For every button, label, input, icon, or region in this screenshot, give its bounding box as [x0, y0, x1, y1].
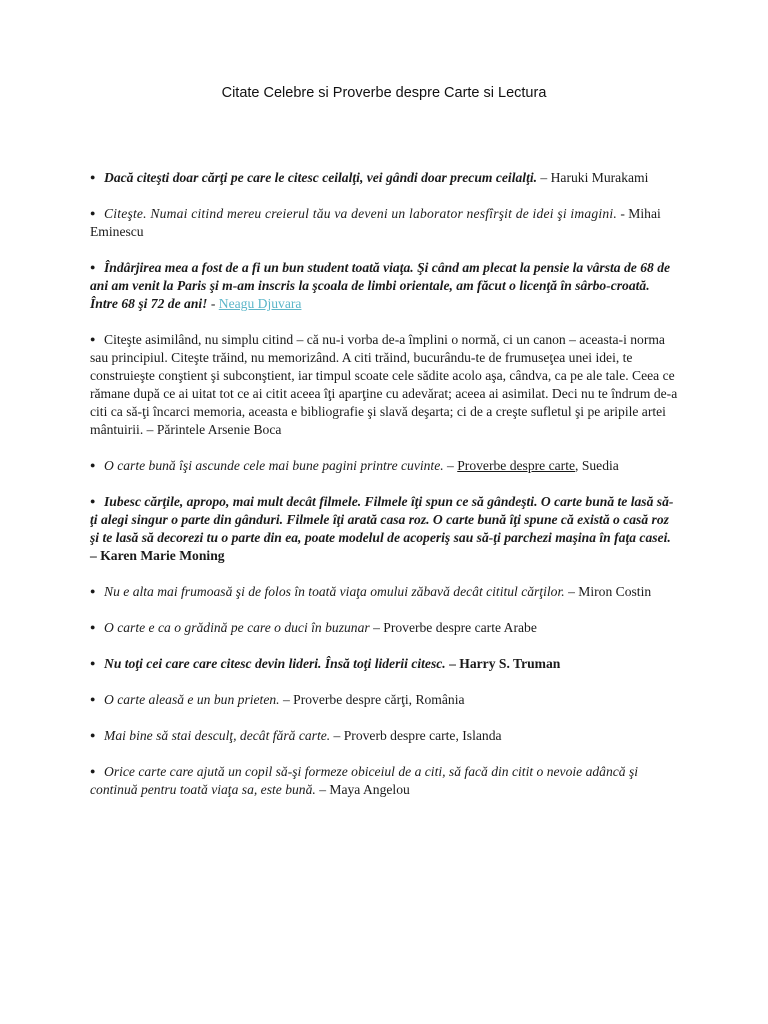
quote-item: ● Nu e alta mai frumoasă şi de folos în toată viaţa omului zăbavă decât cititul cărţilor. – Miron Costin: [90, 584, 652, 599]
quote-item: ● Citeşte. Numai citind mereu creierul tău va deveni un laborator nesfîrşit de idei şi imagini. - Mihai Eminescu: [90, 206, 661, 239]
quote-text: Mai bine să stai desculţ, decât fără carte.: [104, 728, 331, 743]
author-link-neagu-djuvara[interactable]: Neagu Djuvara: [218, 296, 302, 311]
quote-text: Orice carte care ajută un copil să-şi formeze obiceiul de a citi, să facă din citit o nevoie adâncă şi continuă pentru toată viaţa sa, este bună.: [90, 764, 639, 797]
bullet-icon: ●: [90, 172, 96, 182]
bullet-icon: ●: [90, 586, 96, 596]
quote-text: Citeşte. Numai citind mereu creierul tău va deveni un laborator nesfîrşit de idei şi imagini.: [104, 206, 617, 221]
quote-author: Harry S. Truman: [459, 656, 561, 671]
bullet-icon: ●: [90, 766, 96, 776]
quote-author: Miron Costin: [578, 584, 652, 599]
quote-text: Îndârjirea mea a fost de a fi un bun student toată viaţa. Şi când am plecat la pensie la vârsta de 68 de ani am venit la Paris şi m-am inscris la şcoala de limbi orientale, am făcut o licenţă în sârbo-croată. Între 68 şi 72 de ani!: [90, 260, 671, 311]
quote-item: ● Nu toţi cei care care citesc devin lideri. Însă toţi liderii citesc. – Harry S. Truman: [90, 656, 561, 671]
bullet-icon: ●: [90, 694, 96, 704]
quote-item: ● Orice carte care ajută un copil să-şi formeze obiceiul de a citi, să facă din citit o nevoie adâncă şi continuă pentru toată viaţa sa, este bună. – Maya Angelou: [90, 764, 639, 797]
quote-text: O carte bună îşi ascunde cele mai bune pagini printre cuvinte.: [104, 458, 444, 473]
quote-author: Proverbe despre carte Arabe: [383, 620, 537, 635]
bullet-icon: ●: [90, 730, 96, 740]
quote-author: Mihai Eminescu: [90, 206, 661, 239]
author-link-proverbe[interactable]: Proverbe despre carte: [457, 458, 576, 473]
quote-item: ● Citeşte asimilând, nu simplu citind – că nu-i vorba de-a împlini o normă, ci un canon – aceasta-i norma sau principiul. Citeşte trăind, nu memorizând. A citi trăind, bucurându-te de frumuseţea unei idei, te construieşte conştient şi subconştient, iar timpul scoate cele sădite acolo aşa, cândva, ca pe ale tale. Ceea ce rămane după ce ai uitat tot ce ai citit aceea îţi aparţine cu adevărat; aceea ai asimilat. Deci nu te îndrum de-a citi ca să-ţi încarci memoria, aceasta e bibliografie şi slavă deşarta; ci de a creşte sufletul şi pe aripile artei mântuirii. – Părintele Arsenie Boca: [90, 332, 678, 437]
quote-author: Maya Angelou: [329, 782, 410, 797]
page-title: Citate Celebre si Proverbe despre Carte si Lectura: [221, 85, 547, 101]
quote-item: ● Iubesc cărţile, apropo, mai mult decât filmele. Filmele îţi spun ce să gândeşti. O carte bună te lasă să-ţi alegi singur o parte din gânduri. Filmele îţi arată casa roz. O carte bună îţi spune că există o casă roz şi te lasă să decorezi tu o parte din ea, poate modelul de acoperiş sau să-ţi parchezi maşina în faţa casei. – Karen Marie Moning: [90, 494, 674, 563]
quote-item: ● O carte bună îşi ascunde cele mai bune pagini printre cuvinte. – Proverbe despre carte, Suedia: [90, 458, 619, 473]
quote-item: ● Îndârjirea mea a fost de a fi un bun student toată viaţa. Şi când am plecat la pensie la vârsta de 68 de ani am venit la Paris şi m-am inscris la şcoala de limbi orientale, am făcut o licenţă în sârbo-croată. Între 68 şi 72 de ani! - Neagu Djuvara: [90, 260, 671, 311]
quote-item: ● Mai bine să stai desculţ, decât fără carte. – Proverb despre carte, Islanda: [90, 728, 502, 743]
bullet-icon: ●: [90, 460, 96, 470]
quote-author: Proverb despre carte, Islanda: [343, 728, 502, 743]
quote-author: Karen Marie Moning: [100, 548, 225, 563]
quote-author: Haruki Murakami: [550, 170, 649, 185]
quote-text: O carte aleasă e un bun prieten.: [104, 692, 280, 707]
bullet-icon: ●: [90, 622, 96, 632]
quote-text: Iubesc cărţile, apropo, mai mult decât filmele. Filmele îţi spun ce să gândeşti. O carte bună te lasă să-ţi alegi singur o parte din gânduri. Filmele îţi arată casa roz. O carte bună îţi spune că există o casă roz şi te lasă să decorezi tu o parte din ea, poate modelul de acoperiş sau să-ţi parchezi maşina în faţa casei.: [90, 494, 674, 545]
quote-text: O carte e ca o grădină pe care o duci în buzunar: [104, 620, 370, 635]
quote-author: Părintele Arsenie Boca: [156, 422, 282, 437]
quote-list: [90, 168, 680, 816]
quote-text: Citeşte asimilând, nu simplu citind – că nu-i vorba de-a împlini o normă, ci un canon – aceasta-i norma sau principiul. Citeşte trăind, nu memorizând. A citi trăind, bucurându-te de frumuseţea unei idei, te construieşte conştient şi subconştient, iar timpul scoate cele sădite acolo aşa, cândva, ca pe ale tale. Ceea ce rămane după ce ai uitat tot ce ai citit aceea îţi aparţine cu adevărat; aceea ai asimilat. Deci nu te îndrum de-a citi ca să-ţi încarci memoria, aceasta e bibliografie şi slavă deşarta; ci de a creşte sufletul şi pe aripile artei mântuirii.: [90, 332, 678, 437]
bullet-icon: ●: [90, 496, 96, 506]
bullet-icon: ●: [90, 334, 96, 344]
quote-item: ● O carte aleasă e un bun prieten. – Proverbe despre cărţi, România: [90, 692, 465, 707]
quote-author: Proverbe despre cărţi, România: [293, 692, 465, 707]
quote-text: Nu toţi cei care care citesc devin lideri. Însă toţi liderii citesc.: [104, 656, 446, 671]
quote-text: Dacă citeşti doar cărţi pe care le citesc ceilalţi, vei gândi doar precum ceilalţi.: [104, 170, 538, 185]
bullet-icon: ●: [90, 262, 96, 272]
bullet-icon: ●: [90, 658, 96, 668]
quote-item: ● O carte e ca o grădină pe care o duci în buzunar – Proverbe despre carte Arabe: [90, 620, 537, 635]
quote-item: ● Dacă citeşti doar cărţi pe care le citesc ceilalţi, vei gândi doar precum ceilalţi. – Haruki Murakami: [90, 170, 649, 185]
quote-text: Nu e alta mai frumoasă şi de folos în toată viaţa omului zăbavă decât cititul cărţilor.: [104, 584, 565, 599]
bullet-icon: ●: [90, 208, 96, 218]
